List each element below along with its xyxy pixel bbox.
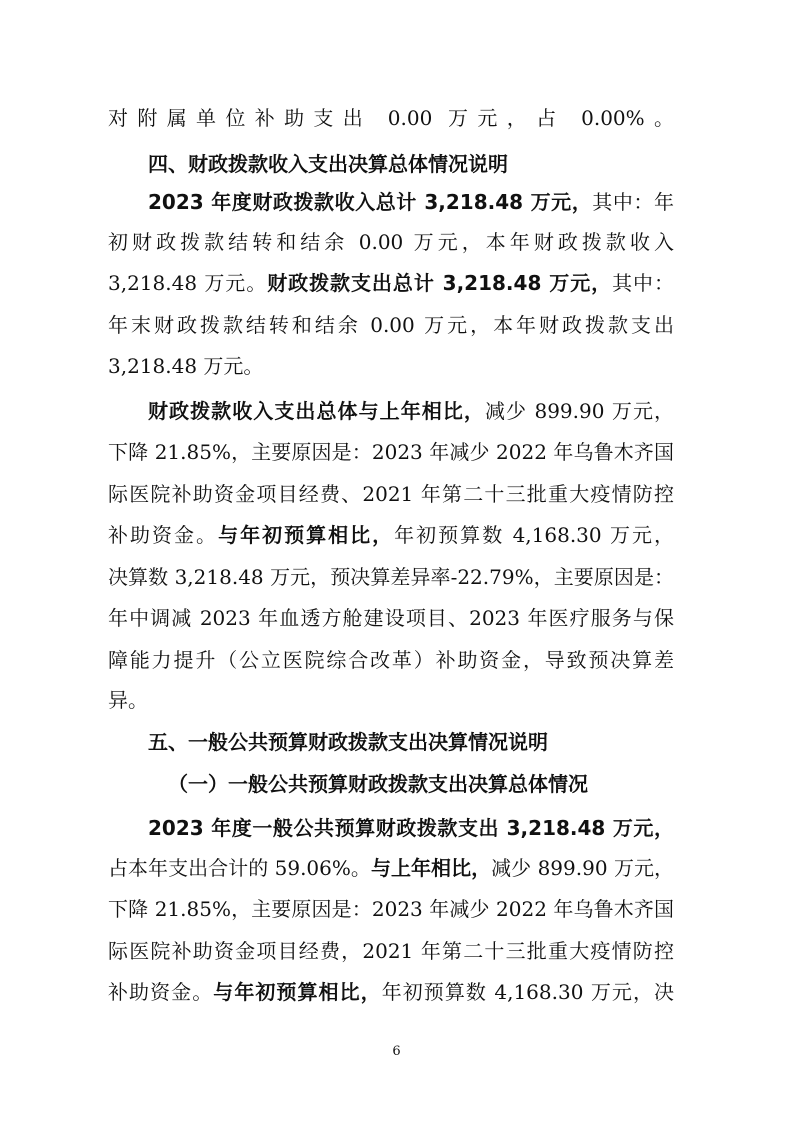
paragraph-line: 际医院补助资金项目经费，2021 年第二十三批重大疫情防控 [108, 939, 674, 963]
paragraph-line: 对附属单位补助支出 0.00 万元，占 0.00%。 [108, 106, 674, 130]
paragraph-line: 占本年支出合计的 59.06%。与上年相比，减少 899.90 万元， [108, 856, 674, 880]
paragraph-line: 3,218.48 万元。 [108, 354, 264, 378]
paragraph-line: 障能力提升（公立医院综合改革）补助资金，导致预决算差 [108, 648, 674, 672]
paragraph-line: 决算数 3,218.48 万元，预决算差异率-22.79%，主要原因是： [108, 565, 674, 589]
paragraph-line: 财政拨款收入支出总体与上年相比，减少 899.90 万元， [148, 399, 674, 423]
paragraph-line: 下降 21.85%，主要原因是：2023 年减少 2022 年乌鲁木齐国 [108, 897, 674, 921]
paragraph-line: 补助资金。与年初预算相比，年初预算数 4,168.30 万元， [108, 523, 674, 547]
subsection-heading-5-1: （一）一般公共预算财政拨款支出决算总体情况 [168, 772, 588, 796]
paragraph-line: 2023 年度财政拨款收入总计 3,218.48 万元，其中：年 [148, 190, 674, 214]
paragraph-line: 年中调减 2023 年血透方舱建设项目、2023 年医疗服务与保 [108, 606, 674, 630]
section-heading-4: 四、财政拨款收入支出决算总体情况说明 [148, 152, 508, 176]
paragraph-line: 初财政拨款结转和结余 0.00 万元，本年财政拨款收入 [108, 230, 674, 254]
paragraph-line: 际医院补助资金项目经费、2021 年第二十三批重大疫情防控 [108, 482, 674, 506]
paragraph-line: 3,218.48 万元。财政拨款支出总计 3,218.48 万元，其中： [108, 271, 674, 295]
paragraph-line: 异。 [108, 688, 148, 712]
paragraph-line: 下降 21.85%，主要原因是：2023 年减少 2022 年乌鲁木齐国 [108, 440, 674, 464]
page-number: 6 [392, 1044, 401, 1059]
paragraph-line: 年末财政拨款结转和结余 0.00 万元，本年财政拨款支出 [108, 313, 674, 337]
paragraph-line: 2023 年度一般公共预算财政拨款支出 3,218.48 万元， [148, 816, 674, 840]
paragraph-line: 补助资金。与年初预算相比，年初预算数 4,168.30 万元，决 [108, 980, 674, 1004]
section-heading-5: 五、一般公共预算财政拨款支出决算情况说明 [148, 730, 548, 754]
